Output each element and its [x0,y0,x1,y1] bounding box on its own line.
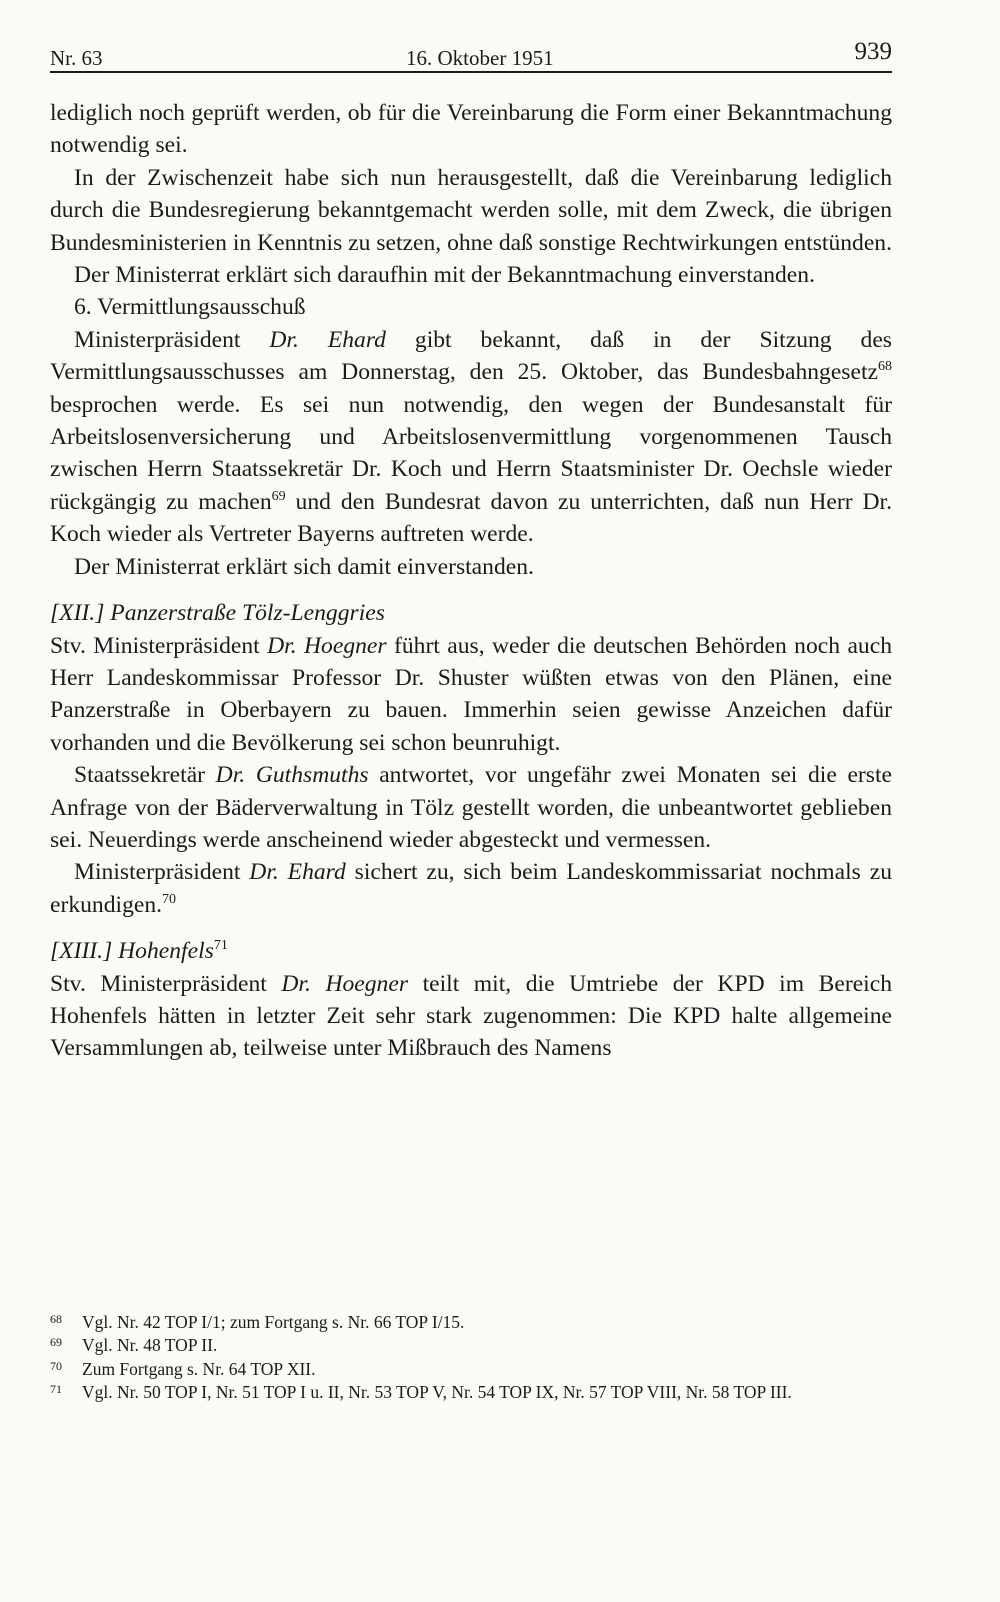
footnote-marker: 71 [50,1382,62,1397]
footnote-ref: 69 [271,488,286,504]
paragraph: Stv. Ministerpräsident Dr. Hoegner führt aus, weder die deutschen Behörden noch auch Herr Landeskommissar Professor Dr. Shuster wüßten etwas von den Plänen, eine Panzerstraße in Oberbayern zu bauen. Immerhin seien gewisse Anzeichen dafür vorhanden und die Bevölkerung sei schon beunruhigt. [50,632,892,756]
header-rule [50,71,892,73]
speaker-name: Dr. Ehard [249,859,346,886]
footnote: 70 Zum Fortgang s. Nr. 64 TOP XII. [50,1358,892,1381]
document-number: Nr. 63 [50,46,103,70]
footnote-ref: 68 [878,359,892,375]
paragraph: Der Ministerrat erklärt sich daraufhin mit der Bekanntmachung einverstanden. [74,262,815,289]
section-heading-12: [XII.] Panzerstraße Tölz-Lenggries [50,600,385,627]
footnote: 68 Vgl. Nr. 42 TOP I/1; zum Fortgang s. Nr. 66 TOP I/15. [50,1311,892,1334]
speaker-name: Dr. Hoegner [281,970,409,997]
footnote: 71 Vgl. Nr. 50 TOP I, Nr. 51 TOP I u. II, Nr. 53 TOP V, Nr. 54 TOP IX, Nr. 57 TOP VIII, Nr. 58 TOP III. [50,1381,892,1404]
footnote-ref: 71 [213,938,228,954]
page-header [50,38,892,72]
footnote-marker: 69 [50,1335,62,1350]
speaker-name: Dr. Guthsmuths [215,762,369,789]
footnote-marker: 70 [50,1358,62,1373]
main-text [50,97,892,1065]
speaker-name: Dr. Hoegner [267,632,387,659]
speaker-name: Dr. Ehard [269,326,386,353]
section-heading-6: 6. Vermittlungsausschuß [74,294,306,321]
paragraph: Der Ministerrat erklärt sich damit einverstanden. [74,553,534,580]
footnote-marker: 68 [50,1312,62,1326]
footnote: 69 Vgl. Nr. 48 TOP II. [50,1334,892,1357]
page-number: 939 [854,38,892,65]
paragraph: Stv. Ministerpräsident Dr. Hoegner teilt mit, die Umtriebe der KPD im Bereich Hohenfels hätten in letzter Zeit sehr stark zugenommen: Die KPD halte allgemeine Versammlungen ab, teilweise unter Mißbrauch des Namens [50,970,892,1062]
footnote-ref: 70 [162,891,177,907]
footnotes [50,1311,892,1405]
paragraph: lediglich noch geprüft werden, ob für die Vereinbarung die Form einer Bekanntmachung notwendig sei. [50,100,892,159]
header-date: 16. Oktober 1951 [406,46,554,70]
section-heading-13: [XIII.] Hohenfels$^{71}$ [50,938,228,965]
paragraph: Ministerpräsident Dr. Ehard sichert zu, sich beim Landeskommissariat nochmals zu erkundigen.$^{70}$ [50,859,892,918]
paragraph: In der Zwischenzeit habe sich nun herausgestellt, daß die Vereinbarung lediglich durch die Bundesregierung bekanntgemacht werden solle, mit dem Zweck, die übrigen Bundesministerien in Kenntnis zu setzen, ohne daß sonstige Rechtwirkungen entstünden. [50,164,893,256]
paragraph: Ministerpräsident Dr. Ehard gibt bekannt, daß in der Sitzung des Vermittlungsausschusses am Donnerstag, den 25. Oktober, das Bundesbahngesetz$^{68}$ besprochen werde. Es sei nun notwendig, den wegen der Bundesanstalt für Arbeitslosenversicherung und Arbeitslosenvermittlung vorgenommenen Tausch zwischen Herrn Staatssekretär Dr. Koch und Herrn Staatsminister Dr. Oechsle wieder rückgängig zu machen$^{69}$ und den Bundesrat davon zu unterrichten, daß nun Herr Dr. Koch wieder als Vertreter Bayerns auftreten werde. [50,326,892,548]
paragraph: Staatssekretär Dr. Guthsmuths antwortet, vor ungefähr zwei Monaten sei die erste Anfrage von der Bäderverwaltung in Tölz gestellt worden, die unbeantwortet geblieben sei. Neuerdings werde anscheinend wieder abgesteckt und vermessen. [50,762,892,853]
